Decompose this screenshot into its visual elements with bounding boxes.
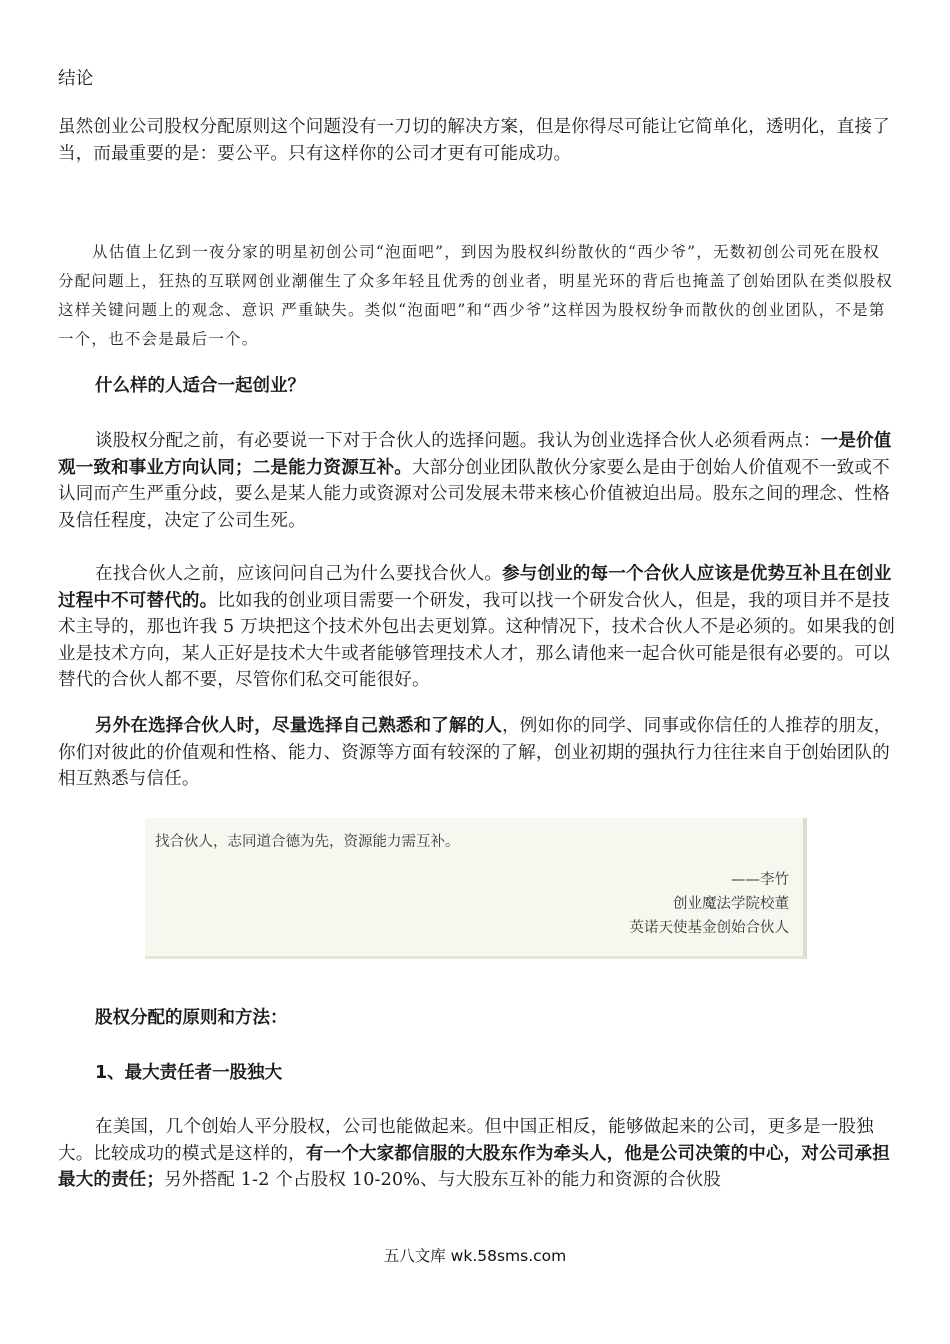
- paragraph-familiar-people: [58, 713, 896, 793]
- bold-text-run: 另外在选择合伙人时，尽量选择自己熟悉和了解的人: [95, 716, 503, 736]
- text-run: 在美国，几个创始人平分股权，公司也能做起来。但中国正相反，能够做起来的公司，更多是一股独大。比较成功的模式是这样的，: [58, 1117, 874, 1164]
- quote-author: ——李竹: [731, 872, 789, 888]
- text-run: 在找合伙人之前，应该问问自己为什么要找合伙人。: [95, 564, 503, 584]
- text-run: 另外搭配 1-2 个占股权 10-20%、与大股东互补的能力和资源的合伙股: [164, 1170, 722, 1190]
- text-run: ，例如你的同学、同事或你信任的人推荐的朋友，你们对彼此的价值观和性格、能力、资源等方面有较深的了解，创业初期的强执行力往往来自于创始团队的相互熟悉与信任。: [58, 716, 892, 789]
- quote-box: [145, 818, 807, 959]
- text-run: 谈股权分配之前，有必要说一下对于合伙人的选择问题。我认为创业选择合伙人必须看两点：: [95, 431, 821, 451]
- section-heading-partners: 什么样的人适合一起创业？: [95, 376, 305, 396]
- section-heading-principles: 股权分配的原则和方法：: [95, 1008, 288, 1028]
- conclusion-paragraph: 虽然创业公司股权分配原则这个问题没有一刀切的解决方案，但是你得尽可能让它简单化，透明化，直接了当，而最重要的是：要公平。只有这样你的公司才更有可能成功。: [58, 117, 890, 164]
- bold-text-run: 有一个大家都信服的大股东作为牵头人，他是公司决策的中心，对公司承担最大的责任；: [58, 1143, 890, 1190]
- quote-author-title: 英诺天使基金创始合伙人: [629, 920, 789, 936]
- paragraph-partner-selection: [58, 428, 896, 534]
- quote-text: 找合伙人，志同道合德为先，资源能力需互补。: [155, 834, 460, 850]
- paragraph-one-dominant-shareholder: [58, 1114, 896, 1194]
- text-run: 比如我的创业项目需要一个研发，我可以找一个研发合伙人，但是，我的项目并不是技术主导的，那也许我 5 万块把这个技术外包出去更划算。这种情况下，技术合伙人不是必须的。如果我的创业是技术方向，某人正好是技术大牛或者能够管理技术人才，那么请他来一起合伙可能是很有必要的。可以替代的合伙人都不要，尽管你们私交可能很好。: [58, 590, 896, 690]
- paragraph-why-partner: [58, 561, 896, 694]
- conclusion-heading: 结论: [58, 69, 94, 89]
- page-footer: 五八文库 wk.58sms.com: [383, 1247, 567, 1265]
- text-run: 大部分创业团队散伙分家要么是由于创始人价值观不一致或不认同而产生严重分歧，要么是某人能力或资源对公司发展未带来核心价值被迫出局。股东之间的理念、性格及信任程度，决定了公司生死。: [58, 457, 890, 531]
- subheading-largest-shareholder: 1、最大责任者一股独大: [95, 1063, 283, 1083]
- bold-text-run: 参与创业的每一个合伙人应该是优势互补且在创业过程中不可替代的。: [58, 564, 892, 611]
- bold-text-run: 一是价值观一致和事业方向认同；二是能力资源互补。: [58, 431, 892, 478]
- quote-author-title: 创业魔法学院校董: [673, 896, 789, 912]
- intro-paragraph: 从估值上亿到一夜分家的明星初创公司“泡面吧”，到因为股权纠纷散伙的“西少爷”，无数初创公司死在股权分配问题上，狂热的互联网创业潮催生了众多年轻且优秀的创业者，明星光环的背后也掩盖了创始团队在类似股权这样关键问题上的观念、意识 严重缺失。类似“泡面吧”和“西少爷”这样因为股权纷争而散伙的创业团队，不是第一个，也不会是最后一个。: [58, 243, 894, 348]
